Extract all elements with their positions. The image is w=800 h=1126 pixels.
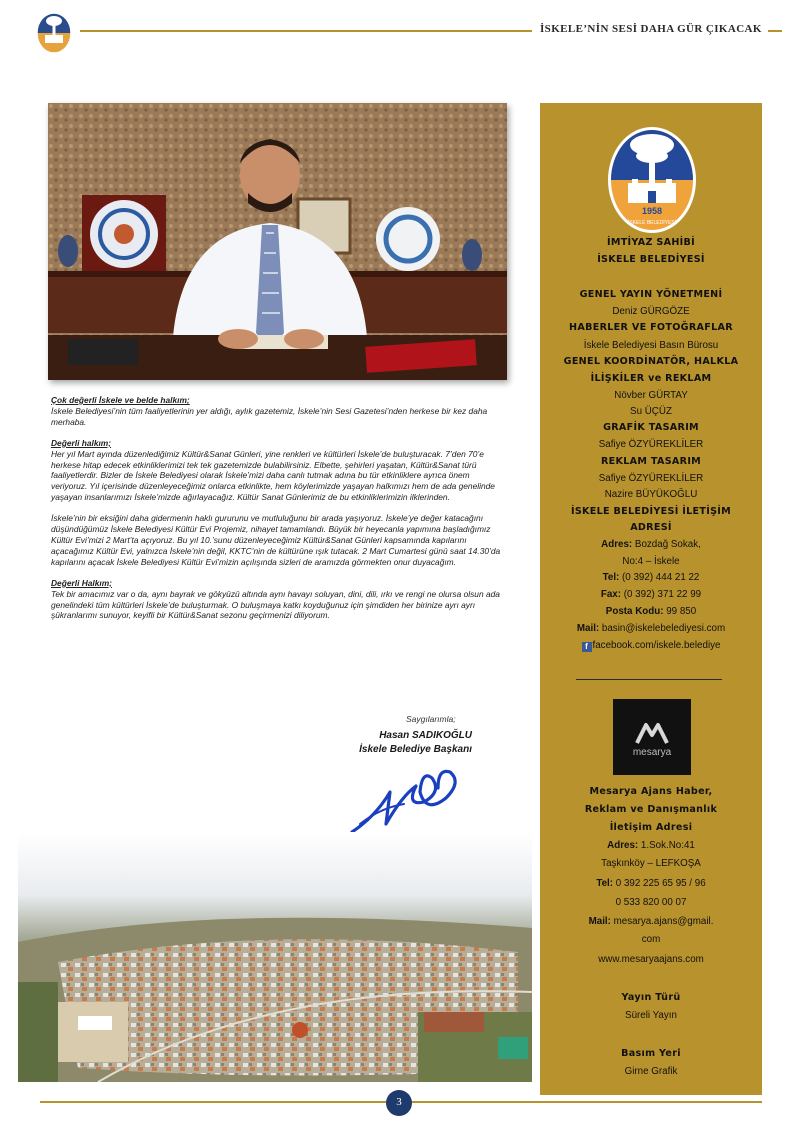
agency-address-line <box>540 840 762 851</box>
fax-line <box>540 589 762 600</box>
greeting-paragraph <box>51 395 506 428</box>
greeting-text: İskele Belediyesi’nin tüm faaliyetlerinin yer aldığı, aylık gazetemiz, İskele’nin Sesi Gazetesi’nden herkese bir kez daha merhaba. <box>51 405 488 427</box>
news-heading: HABERLER VE FOTOĞRAFLAR <box>569 322 733 333</box>
ad-name: Safiye ÖZYÜREKLİLER <box>598 473 704 484</box>
news-name: İskele Belediyesi Basın Bürosu <box>583 340 719 351</box>
agency-web-link[interactable]: www.mesaryaajans.com <box>598 954 704 965</box>
mail-link[interactable]: basin@iskelebelediyesi.com <box>599 623 726 634</box>
postcode-label: Posta Kodu: <box>605 606 664 617</box>
paragraph-closing <box>51 578 506 622</box>
pub-type-heading: Yayın Türü <box>621 992 681 1003</box>
address-label: Adres: <box>601 539 633 550</box>
sidebar-divider <box>576 679 722 680</box>
facebook-icon: f <box>582 642 592 652</box>
agency-heading: İletişim Adresi <box>609 822 693 833</box>
greeting-heading: Çok değerli İskele ve belde halkım; <box>51 395 190 405</box>
agency-tel-value: 0 533 820 00 07 <box>615 897 687 908</box>
coord-name: Növber GÜRTAY <box>614 390 688 401</box>
owner-heading: İSKELE BELEDİYESİ <box>597 254 705 265</box>
print-value: Girne Grafik <box>624 1066 678 1077</box>
signer-title: İskele Belediye Başkanı <box>359 744 472 755</box>
fax-label: Fax: <box>600 589 622 600</box>
agency-mail-label: Mail: <box>588 916 611 927</box>
regards-text: Saygılarımla; <box>406 714 456 724</box>
mail-label: Mail: <box>576 623 600 634</box>
paragraph-heading: Değerli halkım; <box>51 437 112 448</box>
header-rule <box>80 30 532 32</box>
agency-address-value: 1.Sok.No:41 <box>638 840 695 851</box>
ad-name: Nazire BÜYÜKOĞLU <box>604 489 698 500</box>
paragraph-text: İskele’nin bir eksiğini daha gidermenin haklı gururunu ve mutluluğunu bir arada yaşıyoruz. İskele’ye değer katacağını düşündüğümüz İskele Belediyesi Kültür Evi Projemiz, nihayet tamamlandı. Büyük bir heyecanla yapımına başladığımız Kültür Evi’mizi 2 Mart’ta açıyoruz. Bu yıl 10.’sunu düzenleyeceğimiz Kültür&Sanat Günleri kapsamında kapılarını açacağımız Kültür Evi, yalnızca İskele’nin değil, KKTC’nin de kültürüne ışık tutacak. 2 Mart Cumartesi günü saat 14.30’da kapılarını açacak İskele Belediyesi Kültür Evi’mizin açılışında sizleri de aramızda görmekten onur duyacağım. <box>51 513 501 567</box>
paragraph-culture-house <box>51 513 506 568</box>
gm-heading: GENEL YAYIN YÖNETMENİ <box>579 289 723 300</box>
page-number: 3 <box>396 1096 402 1108</box>
agency-mail-line <box>540 916 762 927</box>
graphic-heading: GRAFİK TASARIM <box>603 422 699 433</box>
mayor-photo <box>48 103 507 380</box>
tel-label: Tel: <box>602 572 620 583</box>
tel-line <box>540 572 762 583</box>
iskele-municipality-logo-icon <box>606 125 698 235</box>
masthead-sidebar <box>540 103 762 1095</box>
gm-name: Deniz GÜRGÖZE <box>612 306 690 317</box>
page-header <box>0 0 800 62</box>
coord-heading: GENEL KOORDİNATÖR, HALKLA <box>563 356 739 367</box>
pub-type-value: Süreli Yayın <box>625 1010 677 1021</box>
mesarya-logo <box>613 699 691 775</box>
editorial-letter <box>51 395 506 631</box>
agency-heading: Mesarya Ajans Haber, <box>589 786 713 797</box>
agency-address-value: Taşkınköy – LEFKOŞA <box>601 858 701 869</box>
header-rule-end <box>768 30 782 32</box>
contact-heading: ADRESİ <box>630 522 672 533</box>
facebook-line <box>540 640 762 652</box>
logo-year: 1958 <box>641 206 663 216</box>
coord-heading: İLİŞKİLER ve REKLAM <box>590 373 712 384</box>
fax-value: (0 392) 371 22 99 <box>621 589 702 600</box>
agency-address-label: Adres: <box>607 840 639 851</box>
handwritten-signature <box>346 762 466 838</box>
address-line <box>540 539 762 550</box>
graphic-name: Safiye ÖZYÜREKLİLER <box>598 439 704 450</box>
agency-tel-label: Tel: <box>596 878 614 889</box>
paragraph-text: Tek bir amacımız var o da, aynı bayrak ve gökyüzü altında aynı havayı soluyan, dini, dili, ırkı ve rengi ne olursa olsun ada genelindeki tüm kültürleri İskele’de buluşturmak. O buluşmaya katkı koyduğunuz için şimdiden her birinize ayrı ayrı şükranlarımı sunuyor, keyifli bir Kültür&Sanat sezonu geçirmenizi diliyorum. <box>51 588 500 621</box>
print-heading: Basım Yeri <box>621 1048 681 1059</box>
mesarya-m-icon <box>637 725 667 743</box>
ad-heading: REKLAM TASARIM <box>600 456 702 467</box>
logo-label: İSKELE BELEDİYESİ <box>627 220 677 226</box>
postcode-line <box>540 606 762 617</box>
page-title: İSKELE’NİN SESİ DAHA GÜR ÇIKACAK <box>540 23 762 35</box>
coord-name: Su ÜÇÜZ <box>630 406 672 417</box>
address-value: No:4 – İskele <box>622 556 680 567</box>
paragraph-heading: Değerli Halkım; <box>51 577 112 588</box>
mesarya-logo-text: mesarya <box>632 747 672 758</box>
facebook-link[interactable]: facebook.com/iskele.belediye <box>592 640 721 651</box>
postcode-value: 99 850 <box>663 606 697 617</box>
contact-heading: İSKELE BELEDİYESİ İLETİŞİM <box>570 506 732 517</box>
mail-line <box>540 623 762 634</box>
tel-value: (0 392) 444 21 22 <box>619 572 700 583</box>
address-value: Bozdağ Sokak, <box>632 539 701 550</box>
owner-heading: İMTİYAZ SAHİBİ <box>607 237 695 248</box>
agency-mail-link[interactable]: mesarya.ajans@gmail. <box>610 916 714 927</box>
iskele-municipality-logo-icon <box>36 12 72 54</box>
agency-tel-line <box>540 878 762 889</box>
agency-tel-value: 0 392 225 65 95 / 96 <box>613 878 706 889</box>
aerial-town-photo <box>18 832 532 1082</box>
paragraph-culture-days <box>51 438 506 503</box>
paragraph-text: Her yıl Mart ayında düzenlediğimiz Kültür&Sanat Günleri, yine renkleri ve kültürleri İskele’de buluşturacak. 7’den 70’e herkese hitap edecek etkinliklerimizi tek tek gazetemizde bulabilirsiniz. Elbette, şehirleri yaşatan, Kültür&Sanat türü faaliyetlerdir. Bizler de İskele Belediyesi olarak İskele’mizi daha canlı tutmak adına bu tür etkinliklere ayrıca önem veriyoruz. Yıl içerisinde düzenleyeceğimiz onlarca etkinlikte, hem köylerimizde yaşayan halkımızı hem de ada genelinde yaşayan insanlarımızı İskele’mizde ağırlayacağız. Kültür Sanat Günlerimiz de bu etkinliklerimizin ilklerinden. <box>51 448 495 503</box>
agency-mail-link[interactable]: com <box>641 934 661 945</box>
signer-name: Hasan SADIKOĞLU <box>379 730 472 741</box>
agency-heading: Reklam ve Danışmanlık <box>584 804 718 815</box>
